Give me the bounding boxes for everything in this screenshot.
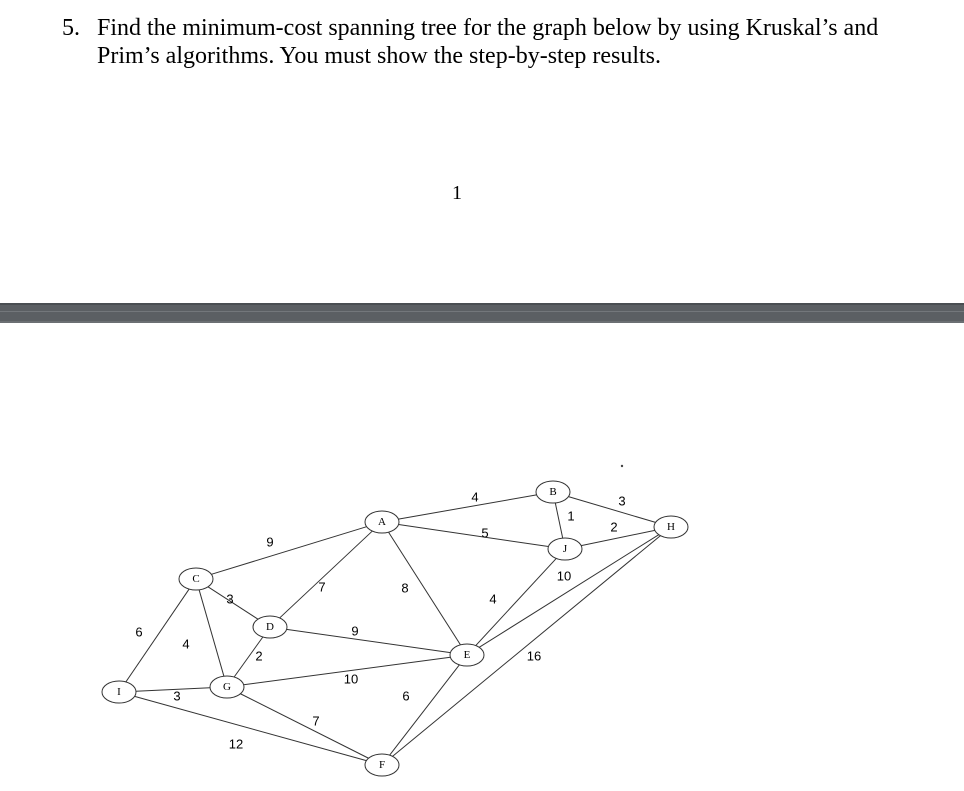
edge-weight-A-J: 5: [481, 525, 489, 541]
node-A: [365, 511, 399, 533]
node-J: [548, 538, 582, 560]
node-H: [654, 516, 688, 538]
edge-weight-C-G: 4: [182, 636, 190, 652]
question-number: 5.: [62, 15, 80, 41]
question-text: Find the minimum-cost spanning tree for the graph below by using Kruskal’s and Prim’s algorithms. You must show the step-by-step results.: [97, 15, 879, 69]
edge-weight-A-D: 7: [318, 579, 326, 595]
edge-weight-D-E: 9: [351, 623, 359, 639]
node-C: [179, 568, 213, 590]
node-E: [450, 644, 484, 666]
page-number: 1: [452, 182, 462, 204]
edge-weight-J-E: 4: [489, 591, 497, 607]
edge-weight-J-H: 2: [610, 519, 618, 535]
edge-weight-E-H: 10: [556, 568, 572, 584]
node-B: [536, 481, 570, 503]
edge-D-E: [287, 629, 451, 652]
edge-weight-C-I: 6: [135, 624, 143, 640]
node-F: [365, 754, 399, 776]
edge-F-H: [393, 536, 661, 757]
edge-A-J: [399, 524, 549, 546]
node-label-A: A: [378, 516, 386, 529]
edge-weight-E-F: 6: [402, 688, 410, 704]
edge-weight-B-H: 3: [618, 493, 626, 509]
edge-weight-I-F: 12: [228, 736, 244, 752]
node-label-D: D: [266, 621, 274, 634]
edge-A-D: [280, 531, 373, 618]
edge-weight-I-G: 3: [173, 688, 181, 704]
edge-weight-B-J: 1: [567, 508, 575, 524]
edge-B-J: [555, 503, 562, 538]
node-I: [102, 681, 136, 703]
node-label-C: C: [192, 573, 200, 586]
edge-weight-G-F: 7: [312, 713, 320, 729]
edge-weight-C-D: 3: [226, 591, 234, 607]
edge-weight-G-E: 10: [343, 671, 359, 687]
edge-weight-A-E: 8: [401, 580, 409, 596]
edge-weight-D-G: 2: [255, 648, 263, 664]
graph-nodes: [102, 481, 688, 776]
edge-I-F: [135, 696, 367, 760]
edge-G-F: [240, 694, 368, 758]
edge-A-B: [398, 495, 536, 519]
node-D: [253, 616, 287, 638]
node-label-F: F: [378, 759, 386, 772]
node-label-E: E: [463, 649, 471, 662]
node-label-B: B: [549, 486, 557, 499]
stray-dot: [621, 465, 623, 467]
edge-weight-F-H: 16: [526, 648, 542, 664]
node-label-H: H: [667, 521, 675, 534]
node-label-J: J: [562, 543, 568, 556]
node-label-G: G: [223, 681, 231, 694]
edge-J-E: [476, 558, 557, 645]
edge-A-E: [388, 532, 460, 645]
edge-C-G: [199, 590, 224, 676]
node-G: [210, 676, 244, 698]
edge-weight-A-C: 9: [266, 534, 274, 550]
node-label-I: I: [117, 686, 121, 699]
edge-J-H: [581, 530, 655, 545]
edge-weight-A-B: 4: [471, 489, 479, 505]
graph-edges: [126, 495, 661, 761]
edge-A-C: [211, 527, 366, 575]
